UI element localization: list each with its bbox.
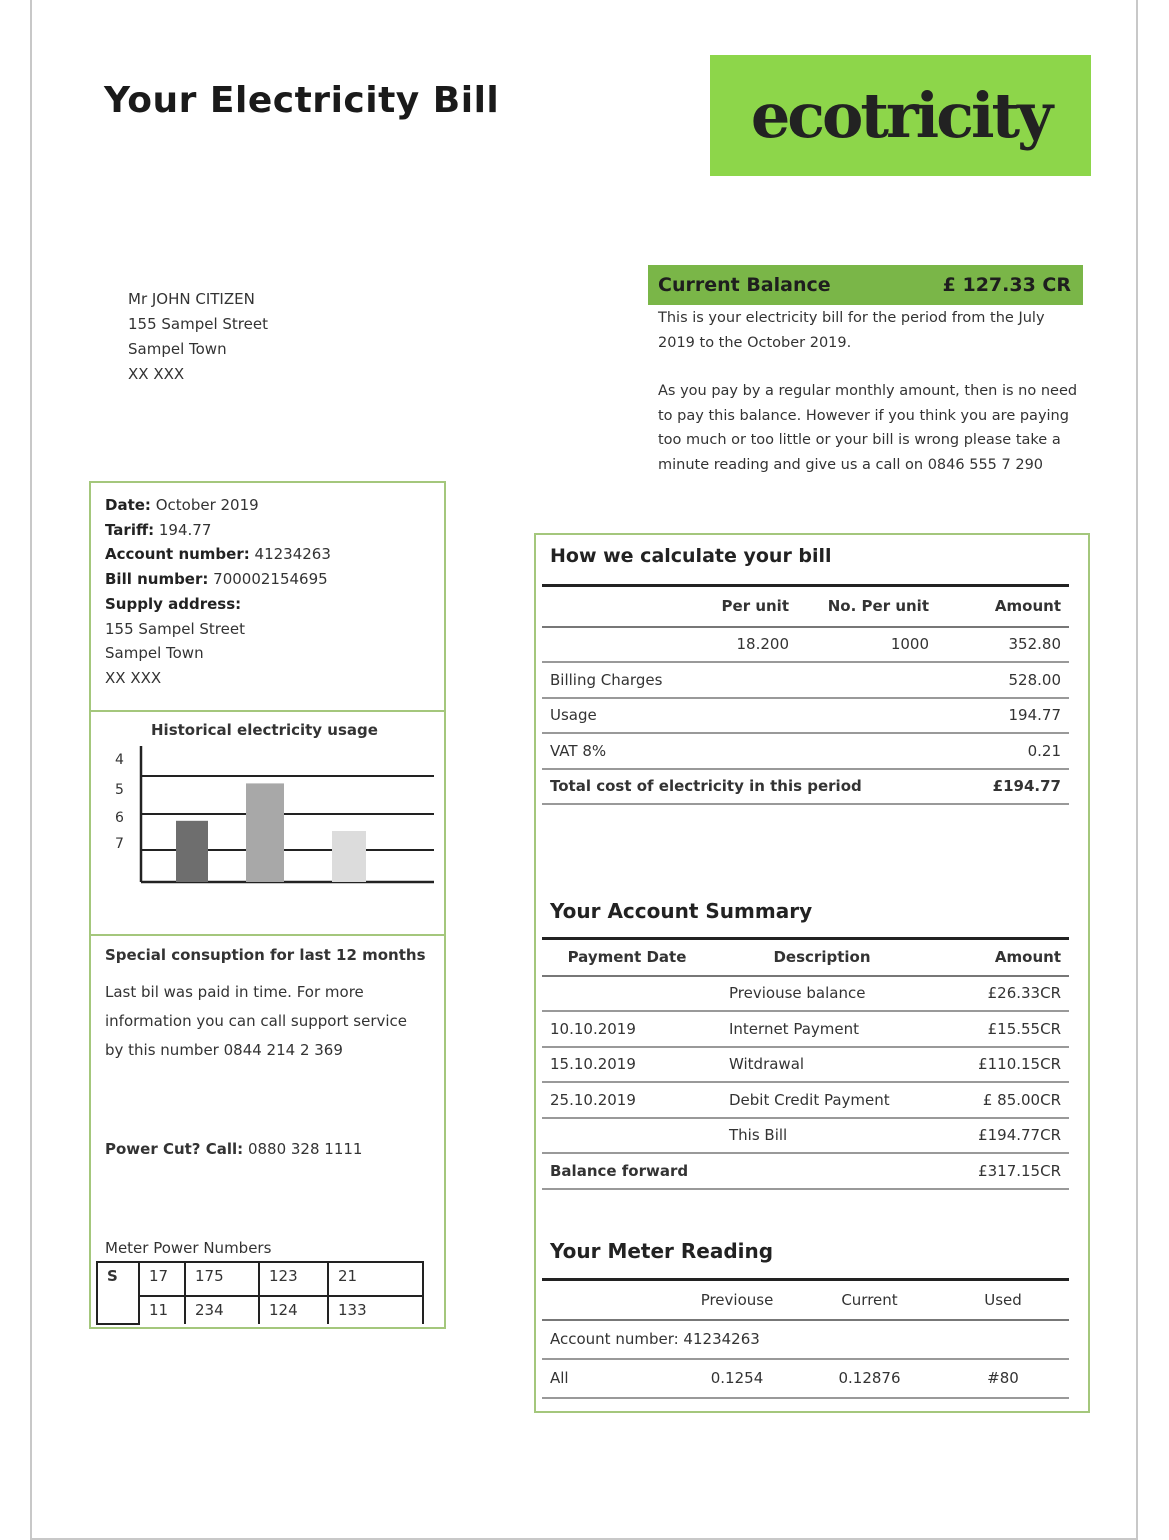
bill-number: 700002154695	[213, 570, 328, 589]
meter-previous: 0.1254	[672, 1359, 802, 1398]
table-row: This Bill £194.77CR	[542, 1118, 1069, 1154]
meter-row	[97, 1296, 423, 1324]
y-tick-label: 7	[115, 836, 124, 852]
summary-header-row	[542, 939, 1069, 976]
balance-forward-amount: £317.15CR	[932, 1153, 1069, 1189]
col-description: Description	[712, 939, 932, 976]
date-line: Date: October 2019	[105, 496, 259, 514]
special-consumption-heading: Special consuption for last 12 months	[105, 946, 426, 964]
meter-cell: 21	[328, 1262, 423, 1296]
table-row: 25.10.2019 Debit Credit Payment £ 85.00CR	[542, 1082, 1069, 1118]
usage-bar	[332, 831, 366, 882]
meter-account-number: Account number: 41234263	[542, 1320, 1069, 1359]
y-tick-label: 5	[115, 782, 124, 798]
meter-reading-table	[542, 1278, 1069, 1399]
supply-address-label: Supply address:	[105, 594, 242, 613]
usage-bar	[246, 783, 284, 882]
calc-header-row	[542, 586, 1069, 627]
bill-date: October 2019	[155, 496, 259, 514]
meter-row	[97, 1262, 423, 1296]
col-used: Used	[937, 1280, 1069, 1320]
balance-forward-row	[542, 1153, 1069, 1189]
notes-section	[91, 936, 444, 1327]
table-row	[542, 1320, 1069, 1359]
table-row: Usage 194.77	[542, 698, 1069, 734]
supply-street: 155 Sampel Street	[105, 619, 245, 638]
special-consumption-text: Last bil was paid in time. For more information you can call support service by this number 0844 214 2 369	[105, 983, 408, 1059]
total-amount: £194.77	[937, 769, 1069, 805]
current-balance-amount: £ 127.33 CR	[942, 274, 1071, 296]
meter-row-label: All	[542, 1359, 672, 1398]
meter-cell: 17	[139, 1262, 185, 1296]
customer-postcode: XX XXX	[128, 365, 185, 383]
bill-number-line: Bill number: 700002154695	[105, 570, 328, 589]
account-summary-heading: Your Account Summary	[550, 899, 813, 923]
bill-info-section	[91, 483, 444, 712]
total-label: Total cost of electricity in this period	[542, 769, 937, 805]
col-no-per-unit: No. Per unit	[797, 586, 937, 627]
meter-power-numbers-label: Meter Power Numbers	[105, 1239, 272, 1257]
customer-address	[128, 287, 268, 387]
y-tick-label: 6	[115, 810, 124, 826]
col-previous: Previouse	[672, 1280, 802, 1320]
balance-description	[658, 306, 1078, 477]
col-amount: Amount	[932, 939, 1069, 976]
ecotricity-logo	[710, 55, 1091, 176]
bill-details-panel	[89, 481, 446, 1329]
table-row: 18.200 1000 352.80	[542, 627, 1069, 663]
balance-payment-text: As you pay by a regular monthly amount, then is no need to pay this balance. However if you think you are paying too much or too little or your bill is wrong please take a minute reading and give us a call on 0846 555 7 290	[658, 383, 1078, 473]
col-amount: Amount	[937, 586, 1069, 627]
table-row: Billing Charges 528.00	[542, 662, 1069, 698]
account-summary-table	[542, 937, 1069, 1190]
page-title: Your Electricity Bill	[104, 80, 500, 121]
meter-cell: 123	[259, 1262, 328, 1296]
power-cut-line: Power Cut? Call: 0880 328 1111	[105, 1140, 363, 1158]
col-current: Current	[802, 1280, 937, 1320]
tariff-line: Tariff: 194.77	[105, 520, 212, 539]
meter-header-row	[542, 1280, 1069, 1320]
power-cut-number: 0880 328 1111	[247, 1140, 363, 1158]
table-row: 15.10.2019 Witdrawal £110.15CR	[542, 1047, 1069, 1083]
customer-name: Mr JOHN CITIZEN	[128, 290, 255, 308]
supply-postcode: XX XXX	[105, 668, 162, 687]
table-row: Previouse balance £26.33CR	[542, 976, 1069, 1012]
tariff-value: 194.77	[158, 520, 212, 539]
meter-reading-heading: Your Meter Reading	[550, 1239, 774, 1263]
bill-calculation-panel	[534, 533, 1090, 1413]
balance-forward-label: Balance forward	[542, 1153, 932, 1189]
current-balance-bar	[648, 265, 1083, 305]
meter-cell: 133	[328, 1296, 423, 1324]
usage-chart-section	[91, 712, 444, 936]
meter-cell: 11	[139, 1296, 185, 1324]
balance-period-text: This is your electricity bill for the period from the July 2019 to the October 2019.	[658, 310, 1045, 351]
calc-table	[542, 584, 1069, 805]
account-number: 41234263	[254, 545, 331, 564]
table-row	[542, 1359, 1069, 1398]
table-row: 10.10.2019 Internet Payment £15.55CR	[542, 1011, 1069, 1047]
meter-current: 0.12876	[802, 1359, 937, 1398]
current-balance-label: Current Balance	[658, 274, 831, 296]
col-per-unit: Per unit	[702, 586, 797, 627]
meter-cell: 234	[185, 1296, 259, 1324]
usage-bar	[176, 821, 208, 882]
account-line: Account number: 41234263	[105, 545, 331, 564]
chart-title: Historical electricity usage	[151, 721, 378, 739]
calc-heading: How we calculate your bill	[550, 545, 832, 567]
customer-town: Sampel Town	[128, 340, 227, 358]
meter-cell: 175	[185, 1262, 259, 1296]
meter-power-numbers-table	[96, 1261, 424, 1325]
customer-street: 155 Sampel Street	[128, 315, 268, 333]
meter-used: #80	[937, 1359, 1069, 1398]
meter-cell: 124	[259, 1296, 328, 1324]
meter-s-cell: S	[97, 1262, 139, 1324]
supply-town: Sampel Town	[105, 644, 204, 663]
col-payment-date: Payment Date	[542, 939, 712, 976]
usage-chart	[91, 712, 444, 936]
logo-text: ecotricity	[750, 79, 1051, 152]
calc-total-row	[542, 769, 1069, 805]
y-tick-label: 4	[115, 752, 124, 768]
table-row: VAT 8% 0.21	[542, 733, 1069, 769]
